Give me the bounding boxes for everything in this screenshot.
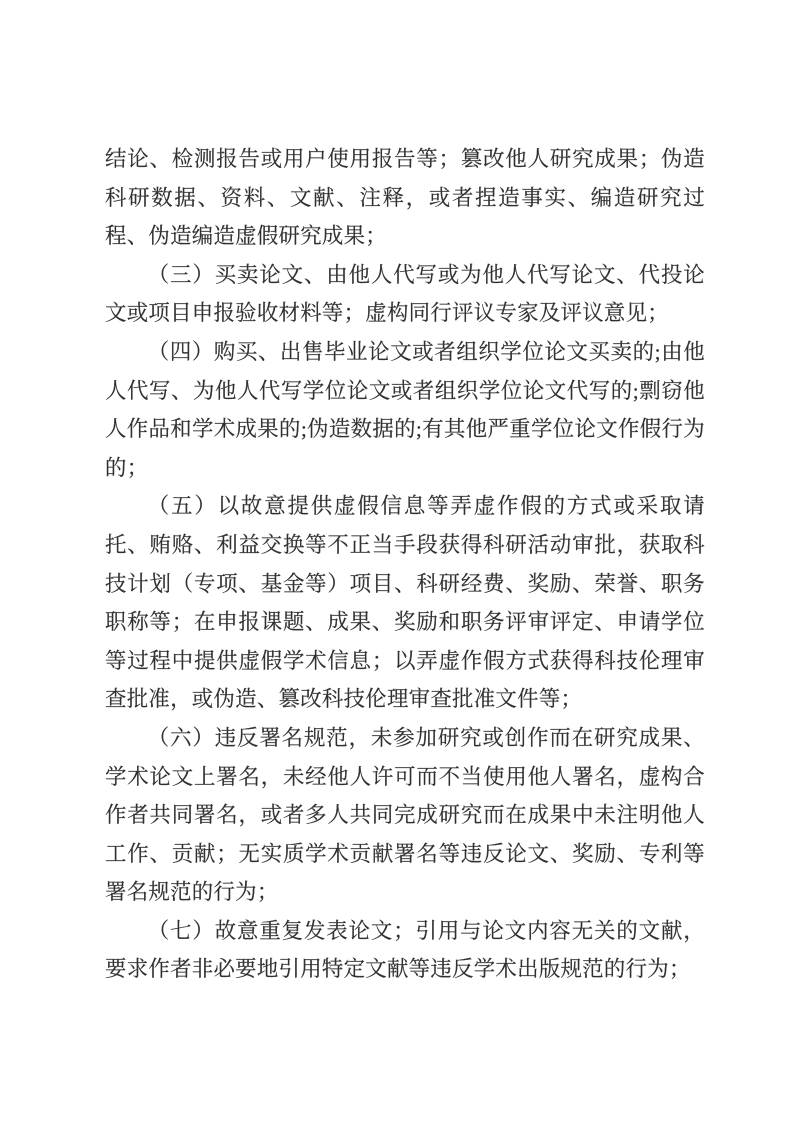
paragraph-item-7: （七）故意重复发表论文；引用与论文内容无关的文献，要求作者非必要地引用特定文献等违反学术出版规范的行为；: [105, 918, 705, 982]
document-body: [105, 140, 705, 989]
paragraph-item-6: （六）违反署名规范，未参加研究或创作而在研究成果、学术论文上署名，未经他人许可而不当使用他人署名，虚构合作者共同署名，或者多人共同完成研究而在成果中未注明他人工作、贡献；无实质学术贡献署名等违反论文、奖励、专利等署名规范的行为；: [105, 725, 705, 905]
paragraph-continuation: 结论、检测报告或用户使用报告等；篡改他人研究成果；伪造科研数据、资料、文献、注释，或者捏造事实、编造研究过程、伪造编造虚假研究成果；: [105, 147, 705, 249]
paragraph-item-3: （三）买卖论文、由他人代写或为他人代写论文、代投论文或项目申报验收材料等；虚构同行评议专家及评议意见；: [105, 262, 705, 326]
paragraph-item-5: （五）以故意提供虚假信息等弄虚作假的方式或采取请托、贿赂、利益交换等不正当手段获得科研活动审批，获取科技计划（专项、基金等）项目、科研经费、奖励、荣誉、职务职称等；在申报课题、成果、奖励和职务评审评定、申请学位等过程中提供虚假学术信息；以弄虚作假方式获得科技伦理审查批准，或伪造、篡改科技伦理审查批准文件等；: [105, 494, 705, 712]
paragraph-item-4: （四）购买、出售毕业论文或者组织学位论文买卖的;由他人代写、为他人代写学位论文或者组织学位论文代写的;剽窃他人作品和学术成果的;伪造数据的;有其他严重学位论文作假行为的；: [105, 339, 705, 480]
